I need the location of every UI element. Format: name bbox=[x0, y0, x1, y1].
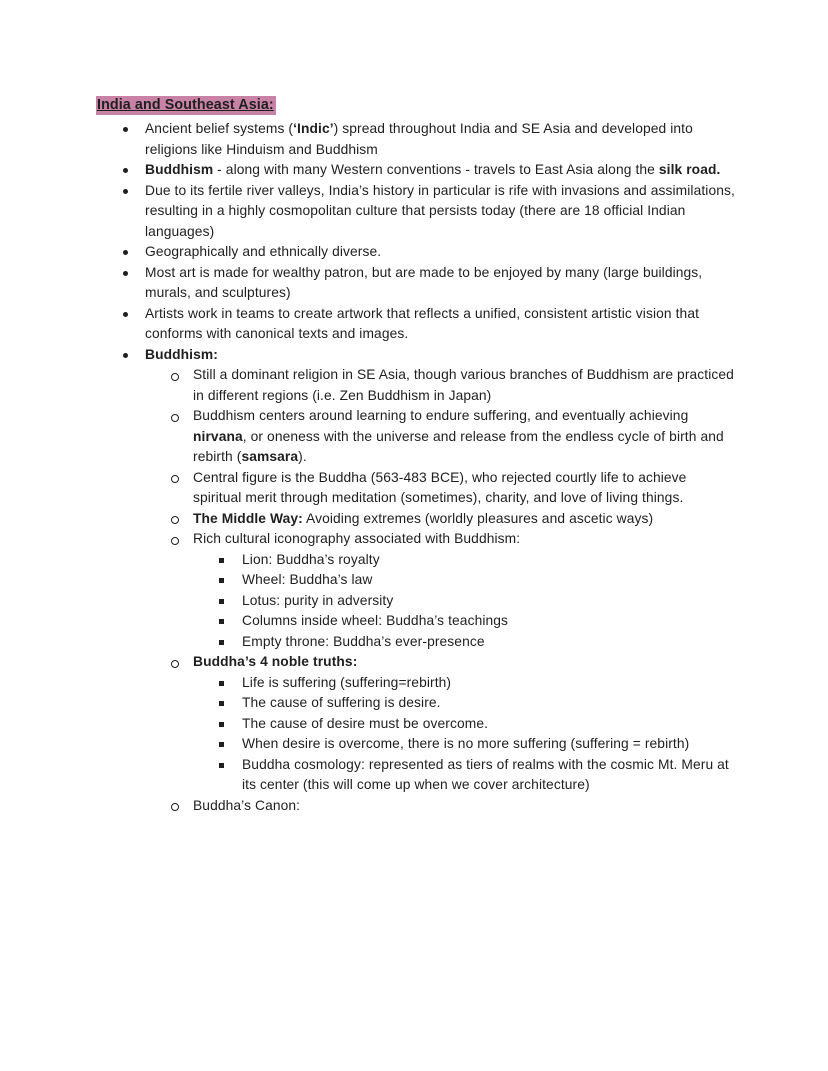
list-item-text bbox=[242, 570, 737, 591]
bullet-disc-icon bbox=[122, 304, 145, 325]
bullet-square-icon bbox=[218, 755, 242, 776]
list-item-text bbox=[193, 652, 737, 673]
list-item-text bbox=[193, 406, 737, 468]
list-item bbox=[96, 611, 737, 632]
list-item-text bbox=[145, 304, 737, 345]
bullet-circle-icon bbox=[170, 468, 193, 489]
bullet-circle-icon bbox=[170, 652, 193, 673]
bullet-circle-icon bbox=[170, 406, 193, 427]
bullet-circle-icon bbox=[170, 796, 193, 817]
text-run: nirvana bbox=[193, 428, 243, 444]
text-run: Due to its fertile river valleys, India’s history in particular is rife with invasions and assimilations, resulting in a highly cosmopolitan culture that persists today (there are 18 official Indian languages) bbox=[145, 182, 735, 239]
list-item bbox=[96, 591, 737, 612]
bullet-square-icon bbox=[218, 591, 242, 612]
text-run: Columns inside wheel: Buddha’s teachings bbox=[242, 613, 509, 628]
text-run: Central figure is the Buddha (563-483 BCE), who rejected courtly life to achieve spiritual merit through meditation (sometimes), charity, and love of living things. bbox=[193, 469, 687, 505]
list-item-text bbox=[145, 119, 737, 160]
text-run: Lotus: purity in adversity bbox=[242, 592, 394, 608]
list-item bbox=[96, 406, 737, 468]
bullet-square-icon bbox=[218, 673, 242, 694]
bullet-circle-icon bbox=[170, 365, 193, 386]
text-run: The cause of suffering is desire. bbox=[242, 695, 441, 710]
text-run: Ancient belief systems ( bbox=[145, 121, 294, 136]
list-item bbox=[96, 365, 737, 406]
list-item bbox=[96, 796, 737, 817]
list-item-text bbox=[242, 591, 737, 612]
list-item bbox=[96, 693, 737, 714]
text-run: , or oneness with the universe and release from the endless cycle of birth and rebirth ( bbox=[193, 428, 724, 464]
list-item bbox=[96, 652, 737, 673]
list-item-text bbox=[145, 160, 737, 181]
list-item-text bbox=[242, 755, 737, 796]
text-run: Geographically and ethnically diverse. bbox=[145, 244, 382, 259]
list-item bbox=[96, 755, 737, 796]
text-run: Rich cultural iconography associated with Buddhism: bbox=[193, 531, 521, 546]
list-item-text bbox=[193, 796, 737, 817]
list-item bbox=[96, 345, 737, 366]
text-run: Buddhism: bbox=[145, 346, 218, 362]
bullet-circle-icon bbox=[170, 509, 193, 530]
text-run: Most art is made for wealthy patron, but are made to be enjoyed by many (large buildings, murals, and sculptures) bbox=[145, 264, 703, 300]
text-run: The Middle Way: bbox=[193, 510, 303, 526]
bullet-disc-icon bbox=[122, 345, 145, 366]
text-run: Buddha cosmology: represented as tiers of realms with the cosmic Mt. Meru at its center (this will come up when we cover architecture) bbox=[242, 756, 729, 792]
list-item bbox=[96, 119, 737, 160]
list-item bbox=[96, 181, 737, 243]
bullet-disc-icon bbox=[122, 119, 145, 140]
bullet-list bbox=[96, 119, 737, 816]
list-item-text bbox=[145, 263, 737, 304]
bullet-circle-icon bbox=[170, 529, 193, 550]
text-run: Artists work in teams to create artwork that reflects a unified, consistent artistic vision that conforms with canonical texts and images. bbox=[145, 305, 700, 341]
list-item bbox=[96, 529, 737, 550]
list-item-text bbox=[242, 693, 737, 714]
text-run: Buddha’s 4 noble truths: bbox=[193, 654, 358, 669]
text-run: Buddhism centers around learning to endure suffering, and eventually achieving bbox=[193, 408, 689, 423]
list-item-text bbox=[242, 550, 737, 571]
bullet-square-icon bbox=[218, 714, 242, 735]
bullet-disc-icon bbox=[122, 160, 145, 181]
list-item bbox=[96, 263, 737, 304]
list-item-text bbox=[242, 734, 737, 755]
list-item bbox=[96, 160, 737, 181]
list-item bbox=[96, 570, 737, 591]
list-item-text bbox=[145, 181, 737, 243]
text-run: When desire is overcome, there is no more suffering (suffering = rebirth) bbox=[242, 736, 690, 751]
text-run: silk road. bbox=[658, 162, 721, 177]
list-item-text bbox=[193, 529, 737, 550]
list-item bbox=[96, 468, 737, 509]
text-run: Life is suffering (suffering=rebirth) bbox=[242, 674, 452, 690]
text-run: Avoiding extremes (worldly pleasures and ascetic ways) bbox=[302, 510, 654, 526]
page-title: India and Southeast Asia: bbox=[97, 97, 274, 113]
text-run: - along with many Western conventions - travels to East Asia along the bbox=[213, 162, 659, 177]
bullet-square-icon bbox=[218, 693, 242, 714]
text-run: ) spread throughout India and SE Asia and developed into religions like Hinduism and Buddhism bbox=[145, 121, 693, 157]
bullet-disc-icon bbox=[122, 263, 145, 284]
bullet-square-icon bbox=[218, 734, 242, 755]
list-item bbox=[96, 304, 737, 345]
bullet-square-icon bbox=[218, 570, 242, 591]
list-item bbox=[96, 632, 737, 653]
list-item-text bbox=[242, 714, 737, 735]
list-item bbox=[96, 509, 737, 530]
list-item-text bbox=[242, 632, 737, 653]
list-item bbox=[96, 550, 737, 571]
list-item-text bbox=[242, 673, 737, 694]
bullet-square-icon bbox=[218, 550, 242, 571]
bullet-disc-icon bbox=[122, 181, 145, 202]
text-run: Lion: Buddha’s royalty bbox=[242, 551, 380, 567]
text-run: samsara bbox=[241, 449, 299, 464]
list-item bbox=[96, 673, 737, 694]
text-run: The cause of desire must be overcome. bbox=[242, 715, 489, 731]
list-item-text bbox=[242, 611, 737, 632]
bullet-square-icon bbox=[218, 611, 242, 632]
list-item-text bbox=[145, 345, 737, 366]
text-run: Empty throne: Buddha’s ever-presence bbox=[242, 633, 485, 649]
text-run: Still a dominant religion in SE Asia, though various branches of Buddhism are practiced in different regions (i.e. Zen Buddhism in Japan) bbox=[193, 367, 734, 403]
notes-content bbox=[96, 95, 737, 816]
list-item-text bbox=[193, 509, 737, 530]
list-item bbox=[96, 714, 737, 735]
list-item bbox=[96, 242, 737, 263]
text-run: ‘Indic’ bbox=[293, 121, 334, 136]
text-run: ). bbox=[298, 449, 307, 464]
text-run: Wheel: Buddha’s law bbox=[242, 572, 373, 587]
bullet-square-icon bbox=[218, 632, 242, 653]
list-item bbox=[96, 734, 737, 755]
list-item-text bbox=[193, 365, 737, 406]
list-item-text bbox=[145, 242, 737, 263]
text-run: Buddhism bbox=[145, 162, 214, 177]
bullet-disc-icon bbox=[122, 242, 145, 263]
list-item-text bbox=[193, 468, 737, 509]
text-run: Buddha’s Canon: bbox=[193, 797, 301, 813]
